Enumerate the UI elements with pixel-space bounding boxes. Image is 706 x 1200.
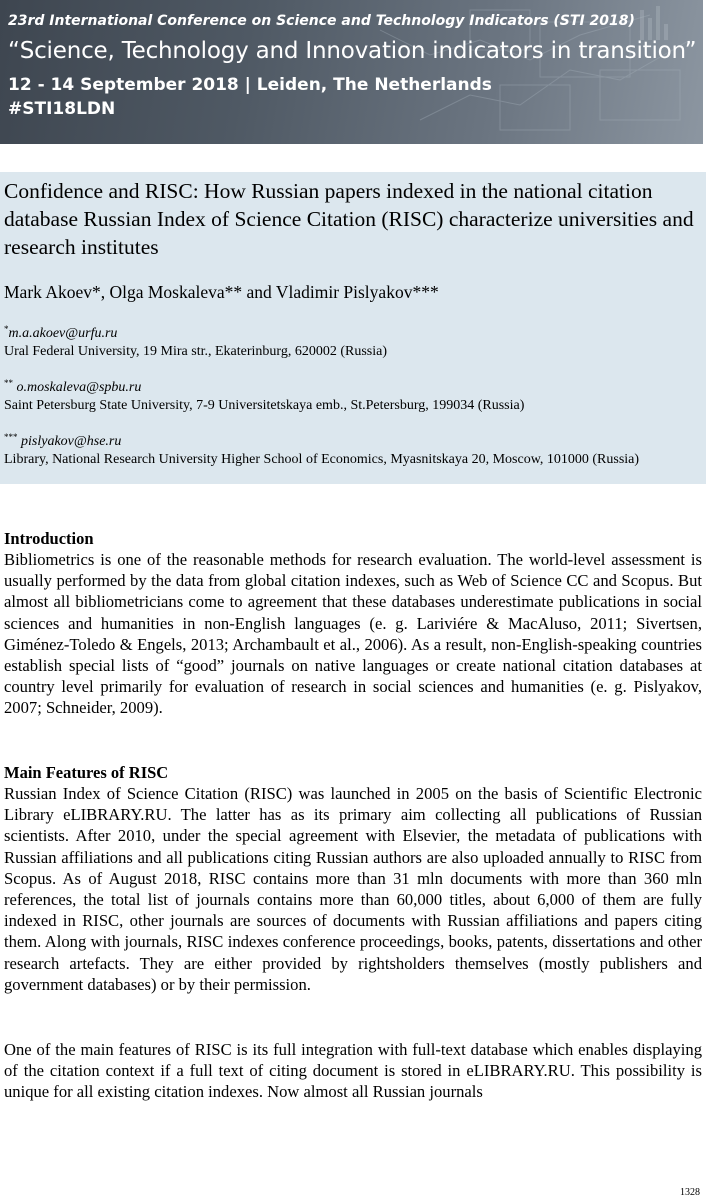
email-link[interactable]: o.moskaleva@spbu.ru: [16, 380, 142, 395]
conference-theme: “Science, Technology and Innovation indicators in transition”: [8, 38, 697, 64]
author-list: Mark Akoev*, Olga Moskaleva** and Vladimir Pislyakov***: [4, 282, 439, 302]
affiliation-address: Library, National Research University Higher School of Economics, Myasnitskaya 20, Moscow, 101000 (Russia): [4, 452, 640, 467]
affiliation-3: [4, 428, 700, 469]
affiliation-marker: **: [4, 378, 13, 388]
affiliation-marker: *: [4, 324, 9, 334]
paper-title: Confidence and RISC: How Russian papers indexed in the national citation database Russian Index of Science Citation (RISC) characterize universities and research institutes: [4, 179, 694, 259]
conference-hashtag: #STI18LDN: [8, 99, 116, 119]
conference-date-place: 12 - 14 September 2018 | Leiden, The Netherlands: [8, 75, 492, 95]
conference-name: 23rd International Conference on Science and Technology Indicators (STI 2018): [8, 13, 635, 29]
affiliation-marker: ***: [4, 432, 18, 442]
affiliation-address: Saint Petersburg State University, 7-9 Universitetskaya emb., St.Petersburg, 199034 (Russia): [4, 398, 525, 413]
page-number: 1328: [680, 1187, 700, 1198]
affiliation-1: [4, 320, 700, 361]
affiliation-address: Ural Federal University, 19 Mira str., Ekaterinburg, 620002 (Russia): [4, 344, 387, 359]
section-heading-introduction: Introduction: [4, 529, 94, 548]
paragraph-introduction: Bibliometrics is one of the reasonable methods for research evaluation. The world-level assessment is usually performed by the data from global citation indexes, such as Web of Science CC and Scopus. But almost all bibliometricians come to agreement that these databases underestimate publications in social sciences and humanities in non-English languages (e. g. Lariviére & MacAluso, 2011; Sivertsen, Giménez-Toledo & Engels, 2013; Archambault et al., 2006). As a result, non-English-speaking countries establish special lists of “good” journals on native languages or create national citation databases at country level primarily for evaluation of research in social sciences and humanities (e. g. Pislyakov, 2007; Schneider, 2009).: [4, 550, 702, 718]
affiliation-2: [4, 374, 700, 415]
paragraph-main-features-2: One of the main features of RISC is its full integration with full-text database which enables displaying of the citation context if a full text of citing document is stored in eLIBRARY.RU. This possibility is unique for all existing citation indexes. Now almost all Russian journals: [4, 1040, 702, 1102]
section-heading-main-features: Main Features of RISC: [4, 763, 169, 782]
paragraph-main-features-1: Russian Index of Science Citation (RISC) was launched in 2005 on the basis of Scientific Electronic Library eLIBRARY.RU. The latter has as its primary aim collecting all publications of Russian scientists. After 2010, under the special agreement with Elsevier, the metadata of publications with Russian affiliations and all publications citing Russian authors are also uploaded annually to RISC from Scopus. As of August 2018, RISC contains more than 31 mln documents with more than 360 mln references, the total list of journals contains more than 60,000 titles, about 6,000 of them are fully indexed in RISC, other journals are sources of documents with Russian affiliations and papers citing them. Along with journals, RISC indexes conference proceedings, books, patents, dissertations and other research artefacts. They are either provided by rightsholders themselves (mostly publishers and government databases) or by their permission.: [4, 784, 702, 994]
conference-banner: [0, 0, 703, 144]
email-link[interactable]: m.a.akoev@urfu.ru: [8, 326, 118, 341]
email-link[interactable]: pislyakov@hse.ru: [21, 434, 122, 449]
